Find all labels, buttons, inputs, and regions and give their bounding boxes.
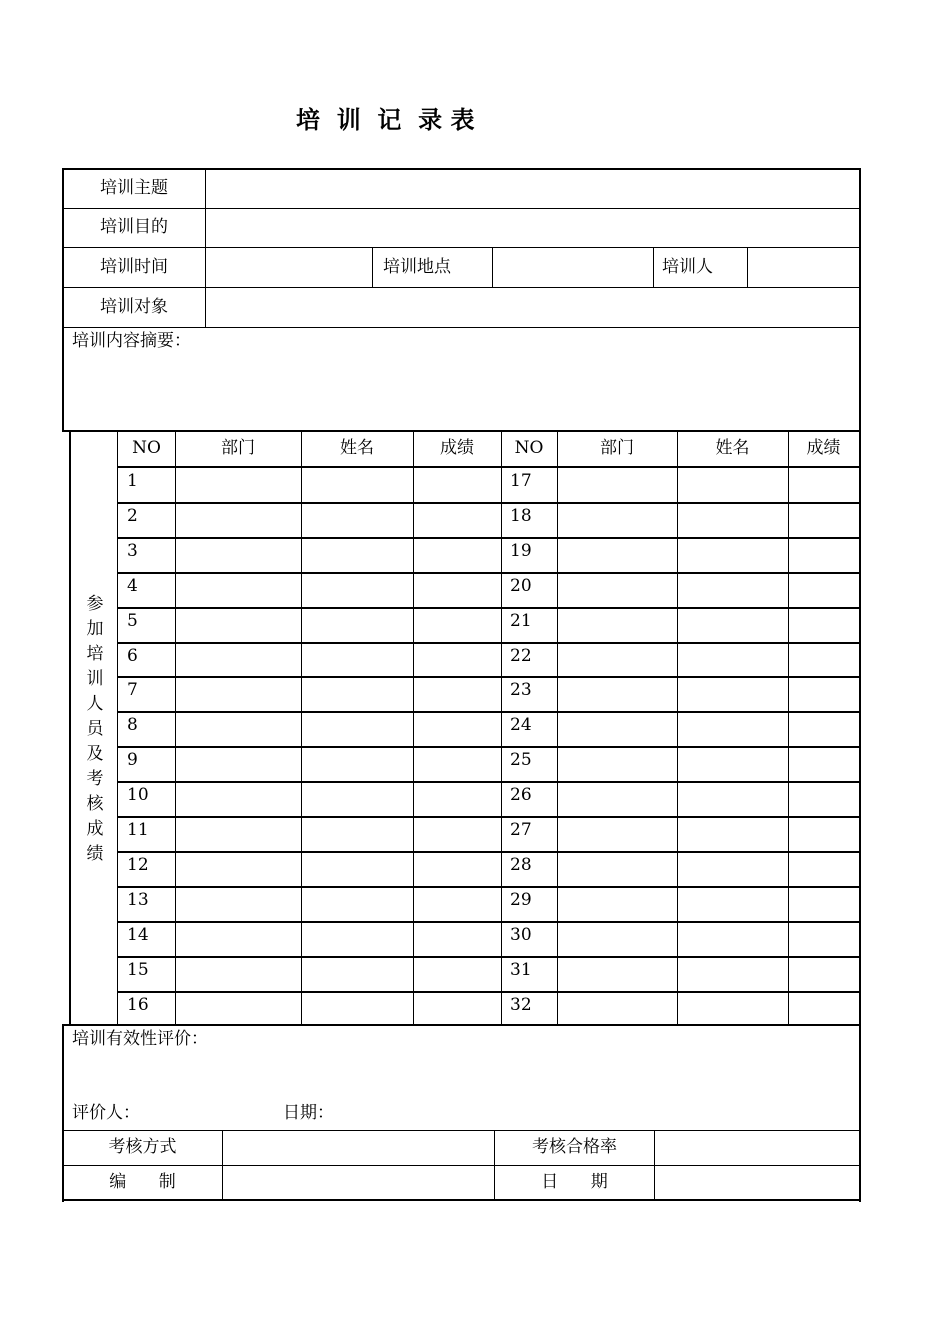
training-topic-field[interactable]: [206, 169, 860, 208]
row-number-left: 15: [127, 959, 149, 980]
row-number-right: 18: [510, 505, 532, 526]
no-header: NO: [132, 438, 161, 458]
row-number-right: 23: [510, 680, 532, 701]
table-row[interactable]: [118, 992, 861, 1027]
content-summary-field[interactable]: [63, 352, 859, 430]
training-audience-field[interactable]: [206, 288, 860, 327]
row-divider: [62, 327, 861, 328]
trainer-field[interactable]: [748, 248, 860, 287]
table-row[interactable]: [118, 677, 861, 712]
pass-rate-field[interactable]: [655, 1131, 859, 1165]
pass-rate-label: 考核合格率: [532, 1137, 617, 1157]
row-number-right: 28: [510, 854, 532, 875]
row-number-right: 19: [510, 540, 532, 561]
section-label-char: 培: [86, 644, 104, 664]
table-row[interactable]: [118, 608, 861, 643]
evaluation-date-label: 日期：: [283, 1103, 334, 1123]
row-number-right: 29: [510, 889, 532, 910]
training-time-label: 培训时间: [100, 257, 168, 277]
content-summary-label: 培训内容摘要：: [72, 331, 191, 351]
row-number-right: 25: [510, 750, 532, 771]
table-row[interactable]: [118, 503, 861, 538]
dept-header-right: 部门: [600, 438, 634, 458]
table-row[interactable]: [118, 957, 861, 992]
table-row[interactable]: [118, 852, 861, 887]
section-label-char: 绩: [86, 844, 104, 864]
table-row[interactable]: [118, 922, 861, 957]
row-number-right: 24: [510, 715, 532, 736]
trainer-label: 培训人: [662, 257, 713, 277]
footer-bottom-border: [62, 1199, 861, 1201]
section-label-char: 加: [86, 619, 104, 639]
table-row[interactable]: [118, 573, 861, 608]
section-label-char: 训: [86, 669, 104, 689]
evaluator-label: 评价人：: [72, 1103, 140, 1123]
section-label-char: 人: [86, 694, 104, 714]
row-number-left: 13: [127, 889, 149, 910]
training-time-field[interactable]: [206, 248, 372, 287]
table-row[interactable]: [118, 538, 861, 573]
row-number-left: 7: [127, 680, 138, 701]
training-location-label: 培训地点: [383, 257, 451, 277]
row-number-left: 12: [127, 854, 149, 875]
section-label-char: 参: [86, 594, 104, 614]
row-number-right: 32: [510, 994, 532, 1015]
row-number-right: 17: [510, 471, 532, 491]
score-header-right: 成绩: [806, 438, 841, 458]
row-number-left: 10: [127, 785, 149, 806]
table-row[interactable]: [118, 887, 861, 922]
row-number-left: 5: [127, 610, 138, 631]
table-row[interactable]: [118, 782, 861, 817]
summary-bottom-border: [62, 430, 861, 432]
dept-header: 部门: [221, 438, 255, 458]
time-location-divider: [372, 247, 373, 288]
name-header: 姓名: [340, 438, 374, 458]
footer-date-field[interactable]: [655, 1166, 859, 1199]
trainer-label-divider: [653, 247, 654, 288]
row-number-left: 6: [127, 645, 138, 666]
row-number-right: 20: [510, 575, 532, 596]
assessment-method-label: 考核方式: [108, 1137, 177, 1157]
row-number-left: 14: [127, 924, 149, 945]
score-header: 成绩: [440, 438, 474, 458]
training-location-field[interactable]: [493, 248, 653, 287]
row-number-right: 30: [510, 924, 532, 945]
row-number-left: 16: [127, 994, 149, 1015]
row-number-left: 2: [127, 505, 138, 526]
participants-left-border: [69, 432, 71, 1026]
footer-date-label: 日 期: [541, 1172, 608, 1192]
effectiveness-field[interactable]: [63, 1050, 859, 1100]
table-row[interactable]: [118, 643, 861, 678]
compiled-by-label: 编 制: [109, 1172, 176, 1192]
participants-section-label: [84, 592, 106, 867]
no-header-right: NO: [514, 438, 544, 458]
section-label-char: 考: [86, 769, 104, 789]
effectiveness-label: 培训有效性评价：: [72, 1029, 208, 1049]
row-divider: [62, 247, 861, 248]
table-row[interactable]: [118, 747, 861, 782]
section-label-char: 及: [86, 744, 104, 764]
row-number-left: 4: [127, 575, 138, 596]
row-number-right: 26: [510, 785, 532, 806]
section-label-char: 成: [86, 819, 104, 839]
assessment-method-field[interactable]: [223, 1131, 494, 1165]
row-number-left: 1: [127, 471, 138, 491]
row-number-left: 8: [127, 715, 138, 736]
row-number-right: 21: [510, 610, 532, 631]
name-header-right: 姓名: [715, 438, 750, 458]
row-number-left: 9: [127, 750, 138, 771]
participants-bottom-border: [62, 1024, 861, 1026]
section-label-char: 员: [86, 719, 104, 739]
row-number-right: 27: [510, 820, 532, 840]
page-title: 培 训 记 录 表: [296, 106, 475, 134]
row-number-right: 31: [510, 959, 532, 980]
row-number-left: 11: [127, 820, 149, 840]
training-purpose-label: 培训目的: [100, 217, 168, 237]
training-purpose-field[interactable]: [206, 209, 860, 247]
row-number-right: 22: [510, 645, 532, 666]
table-row[interactable]: [118, 712, 861, 747]
row-number-left: 3: [127, 540, 138, 561]
table-row[interactable]: [118, 817, 861, 852]
section-label-char: 核: [86, 794, 104, 814]
compiled-by-field[interactable]: [223, 1166, 494, 1199]
table-row[interactable]: [118, 468, 861, 503]
training-topic-label: 培训主题: [100, 178, 168, 198]
training-audience-label: 培训对象: [100, 297, 168, 317]
